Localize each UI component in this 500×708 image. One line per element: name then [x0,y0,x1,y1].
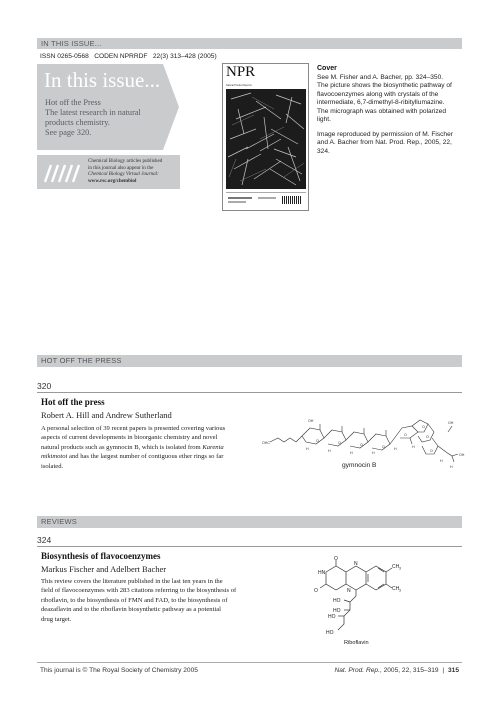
footer-separator: | [442,667,445,674]
chembiol-line: in this journal also appear in the [88,164,154,171]
svg-text:H: H [440,459,443,463]
gymnocin-b-structure [262,392,468,470]
article-abstract [41,424,283,471]
article-authors: Robert A. Hill and Andrew Sutherland [41,410,172,420]
abstract-line: isolated. [41,462,64,470]
banner-line: See page 320. [45,128,92,137]
svg-text:O: O [316,439,319,443]
abstract-line: field of flavocoenzymes with 283 citations referring to the biosynthesis of [41,587,237,595]
cover-subtitle: Natural Product Reports [226,84,252,87]
section-title: IN THIS ISSUE... [41,39,102,48]
chembiol-line: Chemical Biology articles published [88,158,163,164]
svg-text:OHC: OHC [262,441,270,445]
cover-line: The micrograph was obtained with polarized [317,107,447,115]
issn-line: ISSN 0265-0568 CODEN NPRRDF 22(3) 313–428 (2005) [40,53,217,60]
article-authors: Markus Fischer and Adelbert Bacher [41,564,167,574]
footer-citation [334,667,459,674]
abstract-line-text: natural products such as gymnocin B, which is isolated from [41,443,203,451]
svg-text:H: H [328,449,331,453]
cover-credit [317,131,467,156]
svg-text:OH: OH [308,419,314,423]
barcode-icon [282,196,302,204]
svg-text:O: O [334,556,338,562]
hot-off-the-press-bar [37,355,462,367]
svg-text:O: O [422,425,425,429]
svg-text:O: O [382,445,385,449]
cover-line: flavocoenzymes along with crystals of the [317,90,439,98]
svg-text:H: H [450,465,453,469]
credit-line: and A. Bacher from Nat. Prod. Rep., 2005, 22, [317,139,452,147]
svg-text:HO: HO [328,614,336,620]
cover-masthead: NPR [226,64,256,80]
svg-text:N: N [347,588,351,594]
svg-text:H: H [306,447,309,451]
article-title[interactable]: Hot off the press [41,397,105,407]
footer-page-number: 315 [447,667,459,674]
riboflavin-label: Riboflavin [344,640,369,646]
abstract-line: deazaflavin and to the riboflavin biosynthetic pathway as a potential [41,606,221,614]
svg-text:O: O [430,449,433,453]
banner-line: Hot off the Press [45,98,101,107]
svg-text:H: H [372,451,375,455]
cover-line: See M. Fisher and A. Bacher, pp. 324–350. [317,74,444,81]
svg-text:OH: OH [448,421,454,425]
section-title: REVIEWS [41,517,77,526]
abstract-line: A personal selection of 39 recent papers is presented covering various [41,425,226,432]
article-title[interactable]: Biosynthesis of flavocoenzymes [41,551,161,561]
svg-text:O: O [338,441,341,445]
footer-journal: Nat. Prod. Rep. [334,667,380,674]
cover-heading: Cover [317,65,337,72]
svg-text:H: H [394,447,397,451]
svg-text:HO: HO [326,630,334,636]
cover-line: intermediate, 6,7-dimethyl-8-ribityllumazine. [317,99,445,107]
footer-volume: , 2005, 22, 315–319 [379,667,439,674]
abstract-line: riboflavin, to the biosynthesis of FMN and FAD, to the biosynthesis of [41,596,228,604]
banner-line: The latest research in natural [45,108,141,117]
svg-text:CH: CH [392,564,400,570]
footer-rule [37,662,462,663]
species-name: mikimotoi [41,453,68,461]
riboflavin-structure [312,556,406,638]
article-page-number: 320 [37,381,52,391]
svg-text:N: N [354,561,358,567]
chembiol-link[interactable]: www.rsc.org/chembiol [88,177,137,184]
cover-line: light. [317,116,331,124]
abstract-line-text: and has the largest number of contiguous ether rings so far [67,453,224,461]
cover-description [317,74,467,124]
banner-title: In this issue... [44,68,161,92]
article-page-number: 324 [37,535,52,545]
abstract-line [41,443,283,452]
abstract-line: This review covers the literature published in the last ten years in the [41,578,223,585]
cover-line: The picture shows the biosynthetic pathway of [317,82,452,90]
article-abstract [41,577,283,624]
chembiol-line: Chemical Biology Virtual Journal: [88,171,159,178]
footer-copyright: This journal is © The Royal Society of Chemistry 2005 [40,667,198,674]
credit-line: Image reproduced by permission of M. Fischer [317,131,453,138]
banner-text [45,98,141,138]
abstract-line: drug target. [41,615,72,623]
reviews-bar [37,516,462,528]
in-this-issue-bar [37,38,462,49]
credit-line: 324. [317,147,330,155]
svg-text:HO: HO [333,598,341,604]
banner-line: products chemistry. [45,118,110,127]
svg-text:O: O [360,443,363,447]
svg-text:O: O [404,433,407,437]
cover-footer-strip [226,192,306,207]
svg-text:HN: HN [318,570,326,576]
svg-text:3: 3 [399,588,401,593]
svg-text:O: O [426,435,429,439]
abstract-line: aspects of current developments in bioorganic chemistry and novel [41,434,218,442]
gymnocin-b-label: gymnocin B [342,462,377,469]
svg-text:H: H [350,451,353,455]
species-name: Karenia [202,443,224,451]
chembiol-text [88,158,162,184]
svg-text:3: 3 [399,566,401,571]
svg-text:H: H [412,445,415,449]
cover-micrograph [226,89,306,189]
svg-text:O: O [314,588,318,594]
abstract-line [41,452,283,461]
chembiol-logo-icon [42,162,82,184]
svg-text:OH: OH [459,453,465,457]
svg-text:CH: CH [392,586,400,592]
section-title: HOT OFF THE PRESS [41,356,122,365]
svg-text:HO: HO [333,608,341,614]
journal-cover-image [222,63,309,211]
article-rule [37,546,462,547]
